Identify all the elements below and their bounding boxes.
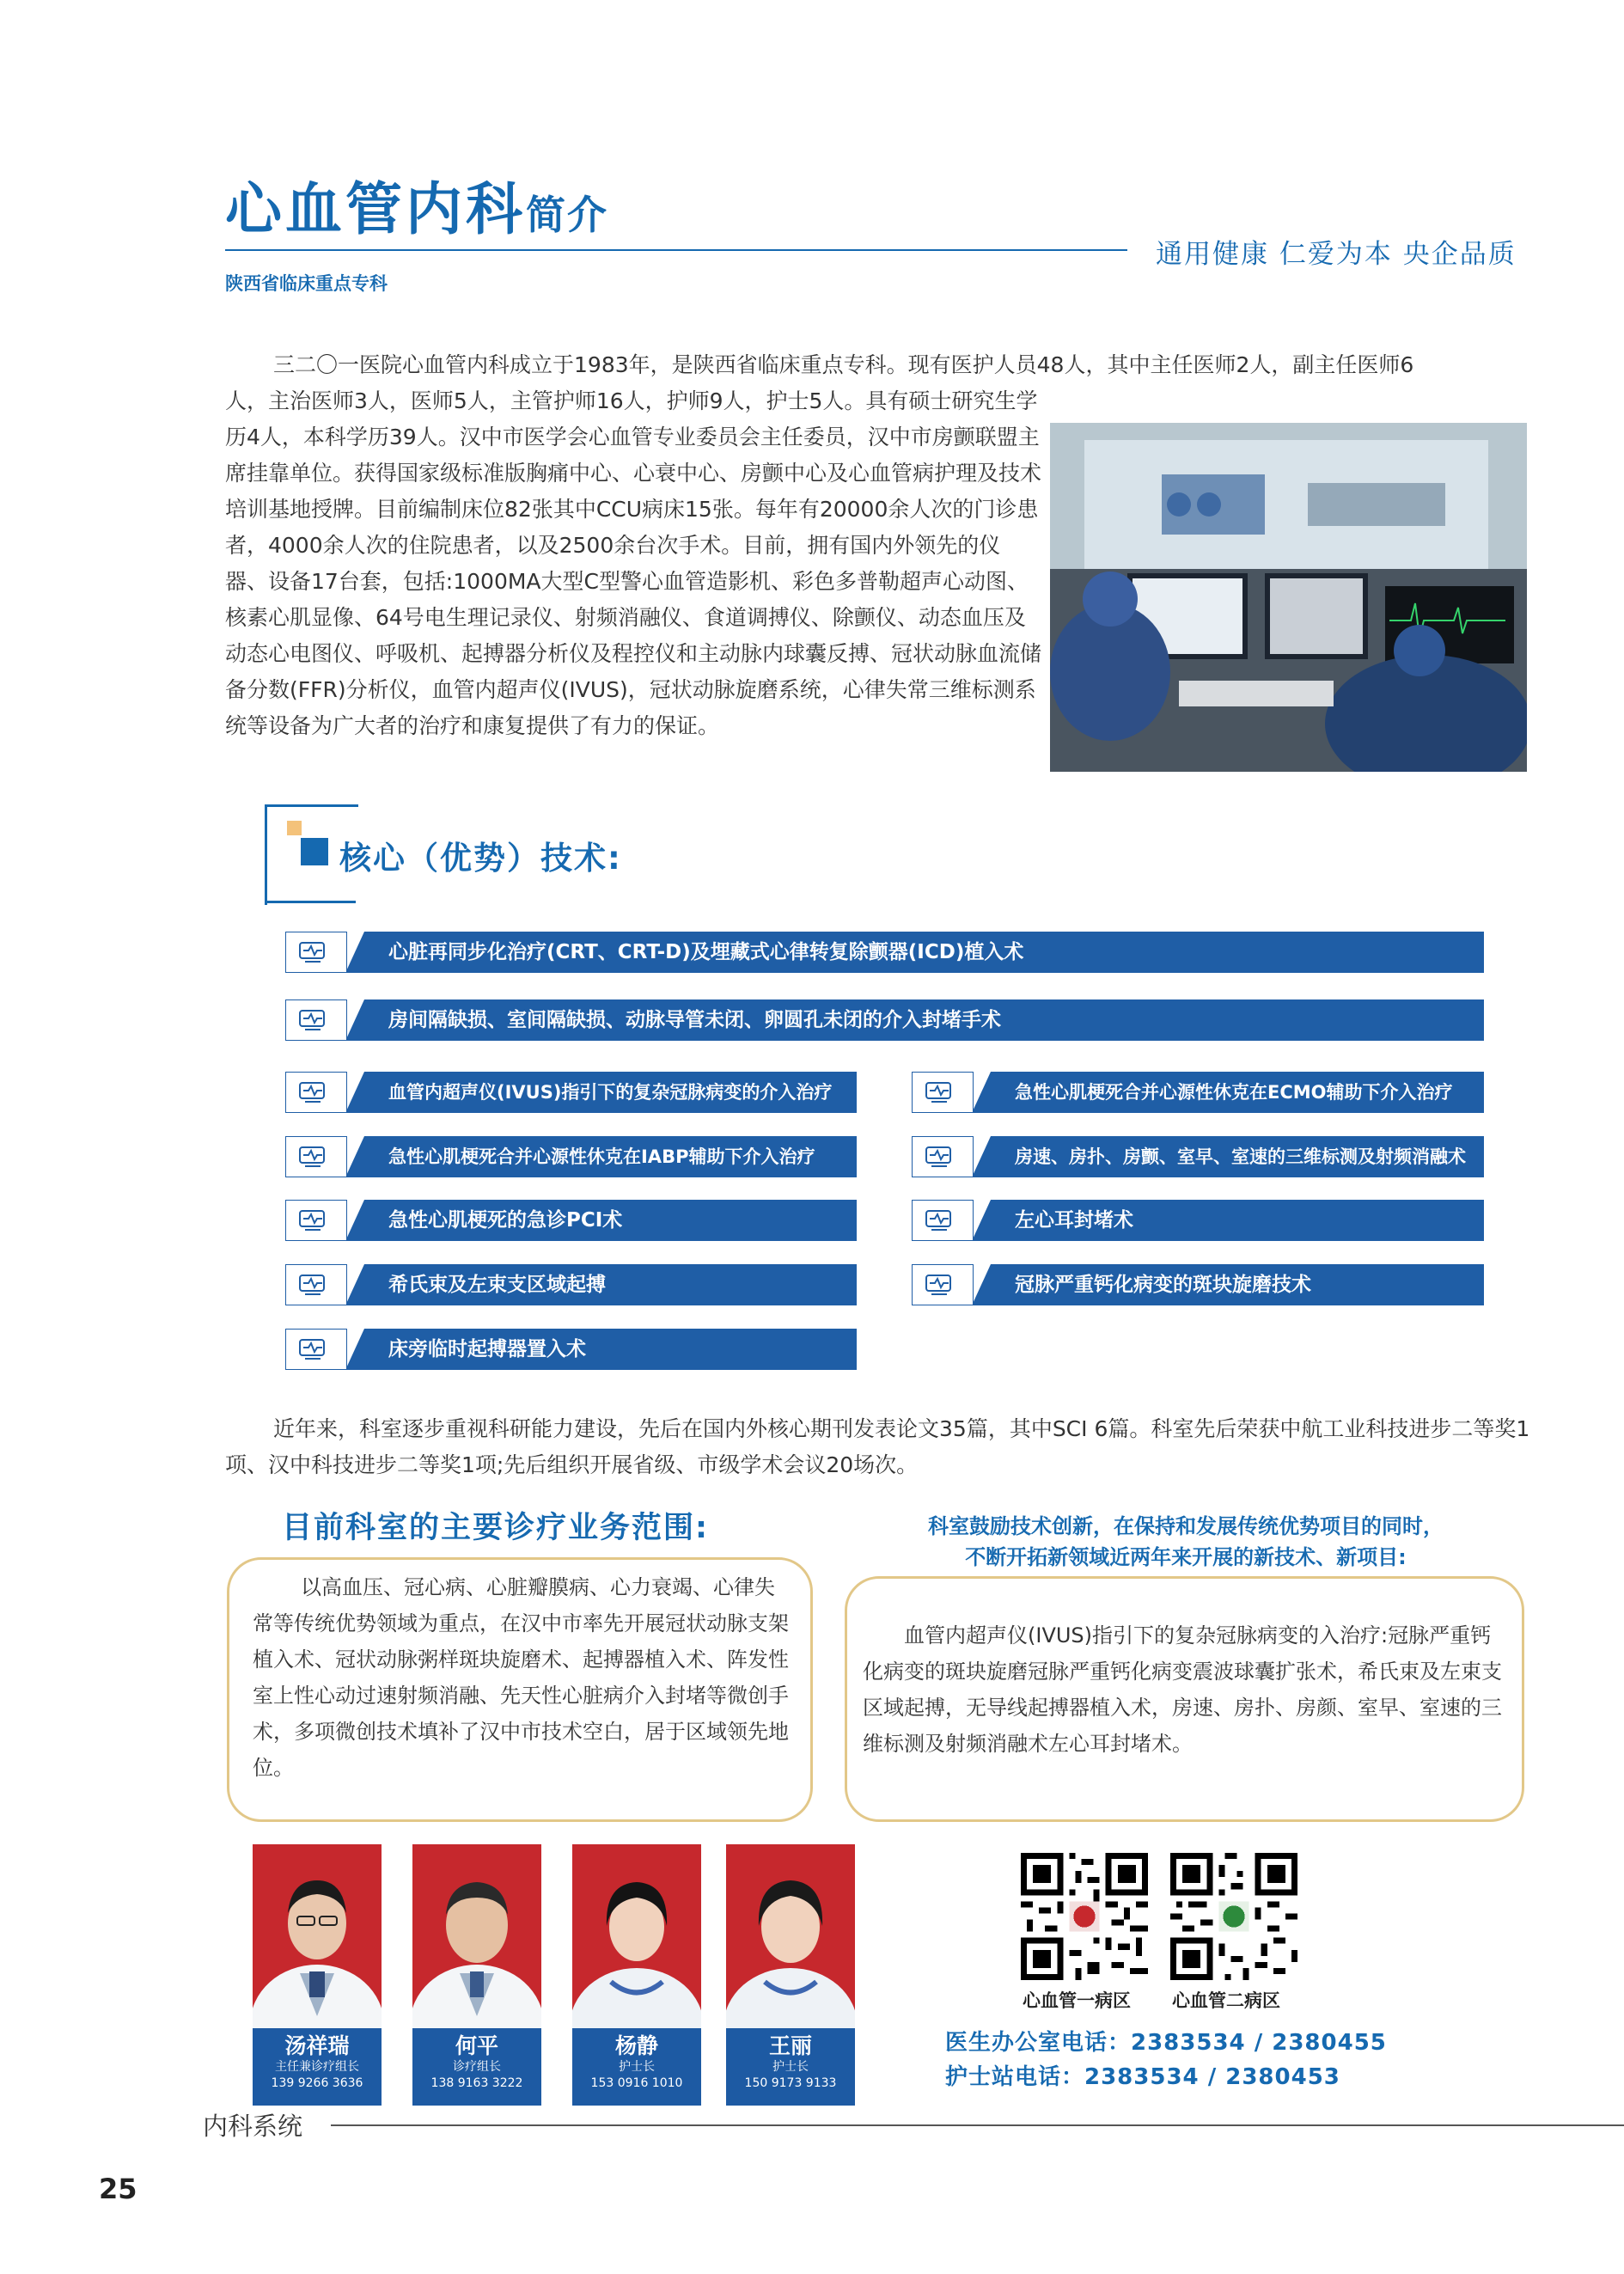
- staff-role: 主任兼诊疗组长: [275, 2060, 359, 2074]
- intro-first-line: 三二〇一医院心血管内科成立于1983年，是陕西省临床重点专科。现有医护人员48人，其中主任医师2人，副主任医师6: [273, 352, 1414, 377]
- staff-name: 汤祥瑞: [284, 2033, 350, 2058]
- monitor-icon: [285, 932, 347, 973]
- tech-bar-label: 希氏束及左束支区域起搏: [388, 1274, 606, 1296]
- tech-bar-label: 急性心肌梗死合并心源性休克在ECMO辅助下介入治疗: [1015, 1082, 1453, 1103]
- scope-title: 目前科室的主要诊疗业务范围:: [282, 1511, 709, 1545]
- staff-photo: [253, 1844, 382, 2030]
- tech-bar-label: 急性心肌梗死合并心源性休克在IABP辅助下介入治疗: [388, 1146, 815, 1167]
- monitor-icon: [285, 1072, 347, 1113]
- tech-bar: [285, 999, 1484, 1041]
- scope-text: 以高血压、冠心病、心脏瓣膜病、心力衰竭、心律失常等传统优势领域为重点，在汉中市率先开展冠状动脉支架植入术、冠状动脉粥样斑块旋磨术、起搏器植入术、阵发性室上性心动过速射频消融、先天性心脏病介入封堵等微创手术，多项微创技术填补了汉中市技术空白，居于区域领先地位。: [253, 1575, 789, 1780]
- staff-card: [726, 1844, 855, 2106]
- core-tech-title: 核心（优势）技术:: [339, 840, 622, 877]
- innovation-title-line2: 不断开拓新领域近两年来开展的新技术、新项目:: [965, 1545, 1407, 1569]
- staff-photo: [726, 1844, 855, 2030]
- tech-bar-label: 左心耳封堵术: [1015, 1209, 1133, 1232]
- monitor-icon: [285, 999, 347, 1041]
- doctor-office-phone: 医生办公室电话：2383534 / 2380455: [945, 2030, 1387, 2056]
- monitor-icon: [912, 1264, 974, 1305]
- header-rule: [225, 249, 1127, 251]
- tech-bar-label: 房间隔缺损、室间隔缺损、动脉导管未闭、卵圆孔未闭的介入封堵手术: [388, 1009, 1001, 1031]
- accent-square-orange: [287, 821, 302, 835]
- footer-section-label: 内科系统: [203, 2112, 303, 2141]
- footer-rule: [331, 2124, 1624, 2126]
- staff-card: [412, 1844, 541, 2106]
- innovation-title: [855, 1511, 1517, 1573]
- staff-role: 护士长: [772, 2060, 809, 2074]
- tech-bar: [285, 1329, 857, 1370]
- tech-bar: [912, 1264, 1484, 1305]
- qr-label-ward1: 心血管一病区: [1023, 1990, 1131, 2011]
- cath-lab-photo: [1050, 423, 1527, 772]
- monitor-icon: [285, 1200, 347, 1241]
- tech-bar-label: 急性心肌梗死的急诊PCI术: [388, 1209, 623, 1232]
- tech-bar: [912, 1072, 1484, 1113]
- tech-bar: [285, 1264, 857, 1305]
- tech-bar: [285, 932, 1484, 973]
- tech-bar: [285, 1072, 857, 1113]
- monitor-icon: [912, 1200, 974, 1241]
- monitor-icon: [912, 1136, 974, 1177]
- tech-bar-label: 冠脉严重钙化病变的斑块旋磨技术: [1015, 1274, 1311, 1296]
- innovation-title-line1: 科室鼓励技术创新，在保持和发展传统优势项目的同时，: [928, 1514, 1444, 1538]
- tech-bar-label: 床旁临时起搏器置入术: [388, 1338, 586, 1360]
- tech-bar-label: 房速、房扑、房颤、室早、室速的三维标测及射频消融术: [1015, 1146, 1466, 1167]
- staff-nameplate: [726, 2028, 855, 2106]
- staff-nameplate: [572, 2028, 701, 2106]
- staff-phone: 150 9173 9133: [744, 2076, 837, 2090]
- section-frame-bottom: [265, 901, 356, 903]
- staff-name: 杨静: [614, 2033, 658, 2058]
- page-title: 心血管内科简介: [225, 176, 608, 242]
- monitor-icon: [285, 1329, 347, 1370]
- qr-code-ward1[interactable]: [1021, 1853, 1148, 1980]
- qr-code-ward2[interactable]: [1170, 1853, 1297, 1980]
- staff-card: [253, 1844, 382, 2106]
- slogan: 通用健康 仁爱为本 央企品质: [1156, 239, 1517, 270]
- staff-nameplate: [253, 2028, 382, 2106]
- staff-nameplate: [412, 2028, 541, 2106]
- accent-square-blue: [301, 838, 328, 865]
- staff-role: 护士长: [619, 2060, 655, 2074]
- monitor-icon: [285, 1136, 347, 1177]
- staff-phone: 139 9266 3636: [271, 2076, 363, 2090]
- page-title-suffix: 简介: [526, 192, 608, 238]
- staff-photo: [572, 1844, 701, 2030]
- staff-role: 诊疗组长: [453, 2060, 501, 2074]
- intro-paragraph: 人，主治医师3人，医师5人，主管护师16人，护师9人，护士5人。具有硕士研究生学历4人，本科学历39人。汉中市医学会心血管专业委员会主任委员，汉中市房颤联盟主席挂靠单位。获得国家级标准版胸痛中心、心衰中心、房颤中心及心血管病护理及技术培训基地授牌。目前编制床位82张其中CCU病床15张。每年有20000余人次的门诊患者，4000余人次的住院患者，以及2500余台次手术。目前，拥有国内外领先的仪器、设备17台套，包括:1000MA大型C型警心血管造影机、彩色多普勒超声心动图、核素心肌显像、64号电生理记录仪、射频消融仪、食道调搏仪、除颤仪、动态血压及动态心电图仪、呼吸机、起搏器分析仪及程控仪和主动脉内球囊反搏、冠状动脉血流储备分数(FFR)分析仪，血管内超声仪(IVUS)，冠状动脉旋磨系统，心律失常三维标测系统等设备为广大者的治疗和康复提供了有力的保证。: [225, 388, 1042, 738]
- page-number: 25: [99, 2173, 137, 2205]
- subtitle: 陕西省临床重点专科: [225, 273, 388, 294]
- staff-phone: 153 0916 1010: [590, 2076, 683, 2090]
- tech-bar: [285, 1136, 857, 1177]
- research-paragraph: 近年来，科室逐步重视科研能力建设，先后在国内外核心期刊发表论文35篇，其中SCI 6篇。科室先后荣获中航工业科技进步二等奖1项、汉中科技进步二等奖1项;先后组织开展省级、市级学术会议20场次。: [225, 1416, 1530, 1477]
- tech-bar-label: 血管内超声仪(IVUS)指引下的复杂冠脉病变的介入治疗: [388, 1082, 833, 1103]
- staff-phone: 138 9163 3222: [430, 2076, 523, 2090]
- staff-name: 何平: [455, 2033, 498, 2058]
- monitor-icon: [285, 1264, 347, 1305]
- staff-card: [572, 1844, 701, 2106]
- monitor-icon: [912, 1072, 974, 1113]
- tech-bar: [285, 1200, 857, 1241]
- tech-bar: [912, 1200, 1484, 1241]
- nurse-station-phone: 护士站电话：2383534 / 2380453: [945, 2064, 1340, 2090]
- tech-bar: [912, 1136, 1484, 1177]
- innovation-text: 血管内超声仪(IVUS)指引下的复杂冠脉病变的入治疗:冠脉严重钙化病变的斑块旋磨冠脉严重钙化病变震波球囊扩张术，希氏束及左束支区域起搏，无导线起搏器植入术，房速、房扑、房颜、室早、室速的三维标测及射频消融术左心耳封堵术。: [863, 1623, 1502, 1756]
- staff-name: 王丽: [768, 2033, 812, 2058]
- tech-bar-label: 心脏再同步化治疗(CRT、CRT-D)及埋藏式心律转复除颤器(ICD)植入术: [388, 941, 1024, 963]
- qr-label-ward2: 心血管二病区: [1172, 1990, 1280, 2011]
- staff-photo: [412, 1844, 541, 2030]
